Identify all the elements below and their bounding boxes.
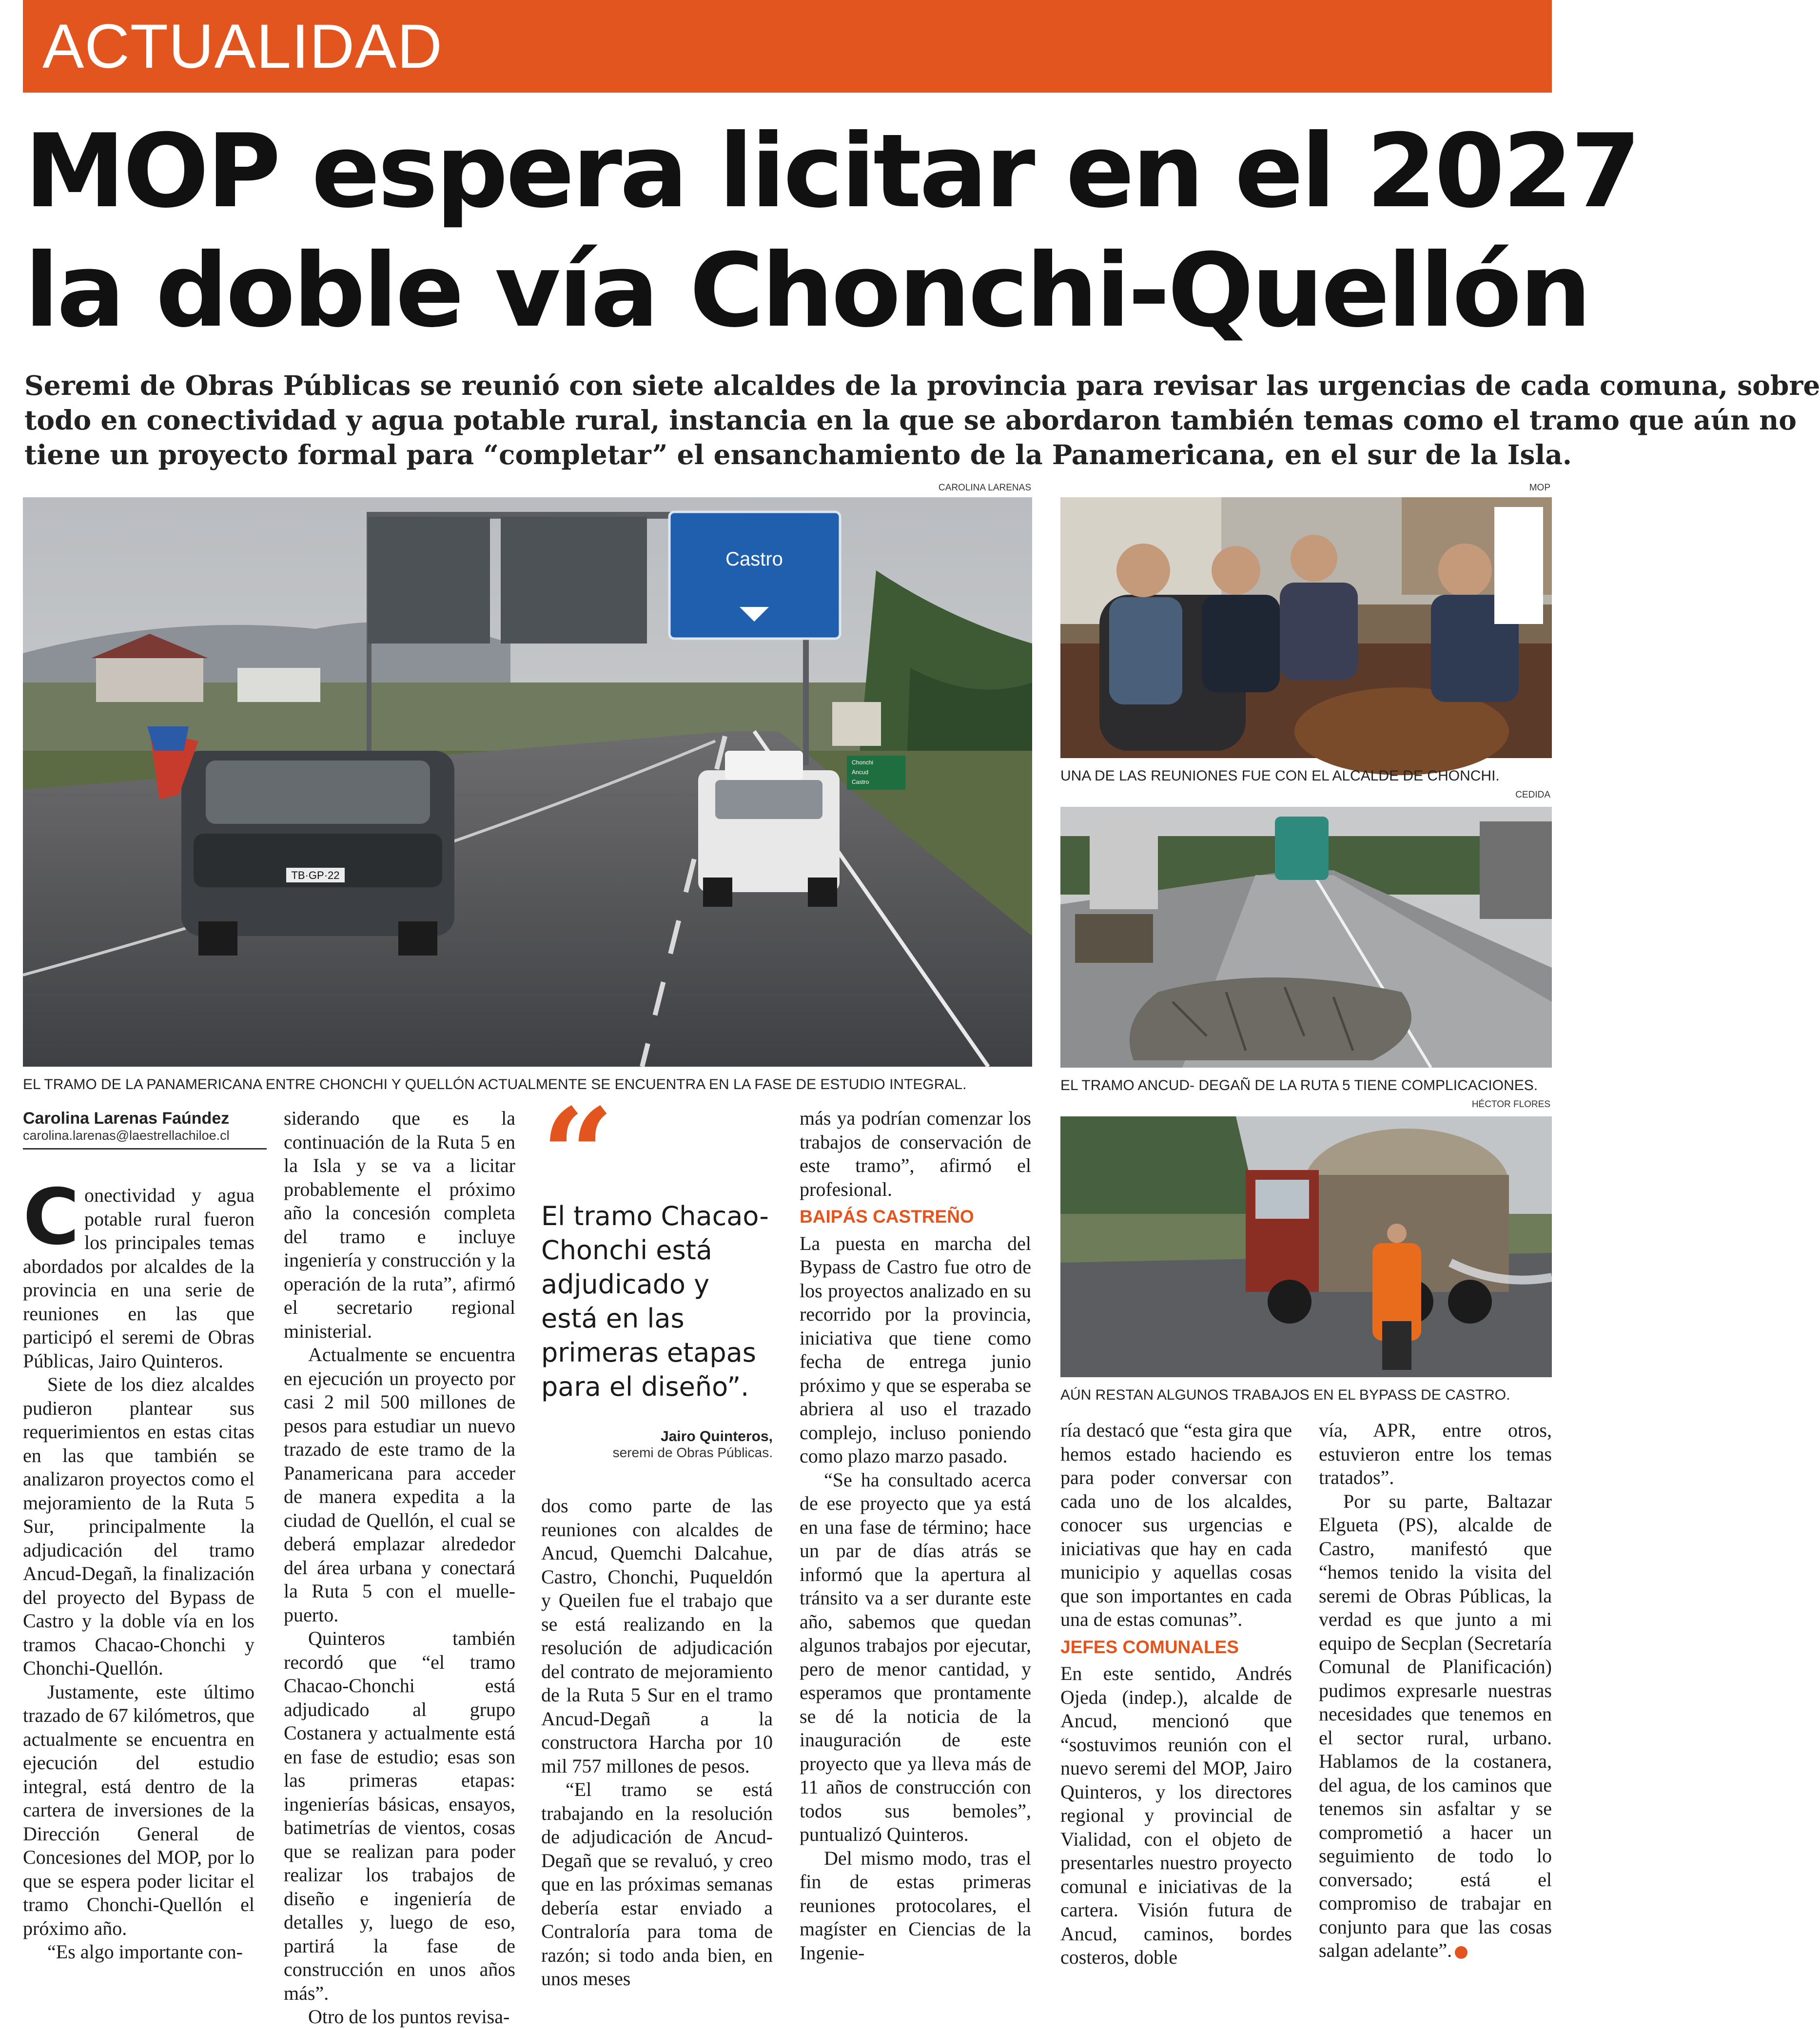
bypass-photo-caption: AÚN RESTAN ALGUNOS TRABAJOS EN EL BYPASS DE CASTRO. [1060,1387,1510,1403]
body-column-4 [800,1107,1031,1965]
small-sign-line-1: Chonchi [852,759,874,766]
col6-p2-text: Por su parte, Baltazar Elgueta (PS), alcalde de Castro, manifestó que “hemos tenido la visita del seremi de Obras Públicas, la verdad es que junto a mi equipo de Secplan (Secretaría Comunal de Planificación) pudimos expresarle nuestras necesidades que tenemos en el sector rural, urbano. Hablamos de la costanera, del agua, de los caminos que tenemos sin asfaltar y se comprometió a hacer un seguimiento de todo lo conversado; está el compromiso de trabajar en conjunto para que las cosas salgan adelante”. [1319,1490,1552,1961]
col5-p1: ría destacó que “esta gira que hemos estado haciendo es para poder conversar con cada uno de los alcaldes, conocer sus urgencias e iniciativas que hay en cada municipio y aquellas cosas que son importantes en cada una de estas comunas”. [1060,1419,1292,1630]
section-label: ACTUALIDAD [42,12,443,81]
lead-paragraph [23,1172,254,1373]
deck [24,368,1820,472]
end-mark-icon [1455,1946,1468,1959]
body-column-1 [23,1172,254,1964]
road-photo-credit: CEDIDA [1515,790,1550,800]
pull-quote [541,1081,773,1461]
col2-p4: Otro de los puntos revisa- [308,2006,510,2028]
small-sign-line-3: Castro [852,779,869,785]
headline-line-1: MOP espera licitar en el 2027 [24,113,1639,231]
col3-p1: dos como parte de las reuniones con alcaldes de Ancud, Quemchi Dalcahue, Castro, Chonchi, Puqueldón y Queilen fue el trabajo que se está realizando en la resolución de adjudicación del contrato de mejoramiento de la Ruta 5 Sur en el tramo Ancud-Degañ a la constructora Harcha por 10 mil 757 millones de pesos. [541,1495,773,1777]
col6-p1: vía, APR, entre otros, estuvieron entre los temas tratados”. [1319,1419,1552,1488]
byline-email[interactable]: carolina.larenas@laestrellachiloe.cl [23,1128,230,1143]
bypass-photo [1060,1116,1552,1377]
col1-p2: Siete de los diez alcaldes pudieron plantear sus requerimientos en estas citas en las que también se analizaron proyectos como el mejoramiento de la Ruta 5 Sur, principalmente la adjudicación del tramo Ancud-Degañ, la finalización del proyecto del Bypass de Castro y la doble vía en los tramos Chacao-Chonchi y Chonchi-Quellón. [23,1373,254,1679]
col2-p2: Actualmente se encuentra en ejecución un proyecto por casi 2 mil 500 millones de pesos para estudiar un nuevo trazado de este tramo de la Panamericana para acceder de manera expedita a la ciudad de Quellón, el cual se deberá emplazar alrededor del área urbana y conectará la Ruta 5 con el muelle-puerto. [284,1344,515,1626]
quote-role: seremi de Obras Públicas. [612,1445,773,1460]
col4-p3: “Se ha consultado acerca de ese proyecto que ya está en una fase de término; hace un par de días atrás se informó que la apertura al tránsito va a ser durante este año, sabemos que quedan algunos trabajos por ejecutar, pero de menor cantidad, y esperamos que prontamente se dé la noticia de la inauguración de este proyecto que ya lleva más de 11 años de construcción con todos sus bemoles”, puntualizó Quinteros. [800,1468,1031,1845]
col4-p4: Del mismo modo, tras el fin de estas primeras reuniones protocolares, el magíster en Ciencias de la Ingenie- [800,1847,1031,1964]
col2-p1: siderando que es la continuación de la Ruta 5 en la Isla y se va a licitar probablemente el próximo año la concesión completa del tramo e incluye ingeniería y construcción y la operación de la ruta”, afirmó el secretario regional ministerial. [284,1107,515,1342]
col2-p3: Quinteros también recordó que “el tramo Chacao-Chonchi está adjudicado al grupo Costanera y actualmente está en fase de estudio; esas son las primeras etapas: ingenierías básicas, ensayos, batimetrías de vientos, cosas que se realizan para poder realizar los trabajos de diseño e ingeniería de detalles y, luego de eso, partirá la fase de construcción en unos años más”. [284,1627,515,2004]
body-column-2 [284,1107,515,2029]
col3-p2: “El tramo se está trabajando en la resolución de adjudicación de Ancud-Degañ que se revaluó, y creo que en las próximas semanas debería estar enviado a Contraloría para toma de razón; si todo anda bien, en unos meses [541,1778,773,1990]
headline [24,112,1639,351]
col1-p1: onectividad y agua potable rural fueron los principales temas abordados por alcaldes de la provincia en una serie de reuniones en las que participó el seremi de Obras Públicas, Jairo Quinteros. [23,1184,254,1372]
deck-line-3: tiene un proyecto formal para “completar” el ensanchamiento de la Panamericana, en el sur de la Isla. [24,439,1572,470]
quote-name: Jairo Quinteros, [660,1428,773,1444]
main-photo-image [23,497,1032,1067]
deck-line-1: Seremi de Obras Públicas se reunió con siete alcaldes de la provincia para revisar las urgencias de cada comuna, sobre [24,370,1820,401]
small-sign-line-2: Ancud [852,769,869,776]
main-photo-credit: CAROLINA LARENAS [938,483,1031,493]
col5-p2: En este sentido, Andrés Ojeda (indep.), alcalde de Ancud, mencionó que “sostuvimos reunión con el nuevo seremi del MOP, Jairo Quinteros, y los directores regional y provincial de Vialidad, con el objeto de presentarles nuestro proyecto comunal e iniciativas de la cartera. Visión futura de Ancud, caminos, bordes costeros, doble [1060,1662,1292,1968]
byline-name: Carolina Larenas Faúndez [23,1109,230,1128]
quote-mark: “ [541,1081,614,1229]
col1-p3: Justamente, este último trazado de 67 kilómetros, que actualmente se encuentra en ejecución del estudio integral, está dentro de la cartera de inversiones de la Dirección General de Concesiones del MOP, por lo que se espera poder licitar el tramo Chonchi-Quellón el próximo año. [23,1680,254,1939]
byline-rule [23,1148,267,1150]
section-bar [23,0,1552,93]
main-photo-caption: EL TRAMO DE LA PANAMERICANA ENTRE CHONCHI Y QUELLÓN ACTUALMENTE SE ENCUENTRA EN LA FASE DE ESTUDIO INTEGRAL. [23,1076,967,1093]
meeting-photo [1060,497,1552,758]
subhead-jefes: JEFES COMUNALES [1060,1637,1239,1657]
meeting-photo-image [1060,497,1552,758]
road-photo-caption: EL TRAMO ANCUD- DEGAÑ DE LA RUTA 5 TIENE COMPLICACIONES. [1060,1077,1538,1093]
body-column-3 [541,1494,773,1991]
dropcap: C [23,1172,79,1262]
meeting-photo-caption: UNA DE LAS REUNIONES FUE CON EL ALCALDE DE CHONCHI. [1060,768,1500,784]
col4-p2: La puesta en marcha del Bypass de Castro fue otro de los proyectos analizado en su recorrido por la provincia, iniciativa que tiene como fecha de entrega junio próximo y que se esperaba se abriera al uso el trazado complejo, incluso poniendo como plazo marzo pasado. [800,1232,1031,1467]
car-plate: TB·GP·22 [291,869,340,881]
sign-text: Castro [725,548,783,570]
byline [23,1109,267,1150]
main-photo [23,497,1032,1067]
deck-line-2: todo en conectividad y agua potable rural, instancia en la que se abordaron también temas como el tramo que aún no [24,404,1797,436]
col6-p2 [1319,1490,1552,1963]
col4-p1: más ya podrían comenzar los trabajos de conservación de este tramo”, afirmó el profesional. [800,1107,1031,1200]
road-photo [1060,807,1552,1068]
quote-text: El tramo Chacao-Chonchi está adjudicado y está en las primeras etapas para el diseño”. [541,1201,769,1402]
subhead-baipas: BAIPÁS CASTREÑO [800,1207,974,1227]
body-column-5 [1060,1419,1292,1970]
meeting-photo-credit: MOP [1529,483,1550,493]
body-column-6 [1319,1419,1552,1963]
road-photo-image [1060,807,1552,1068]
bypass-photo-image [1060,1116,1552,1377]
bypass-photo-credit: HÉCTOR FLORES [1471,1099,1550,1110]
headline-line-2: la doble vía Chonchi-Quellón [24,232,1589,350]
col1-p4: “Es algo importante con- [47,1941,243,1963]
